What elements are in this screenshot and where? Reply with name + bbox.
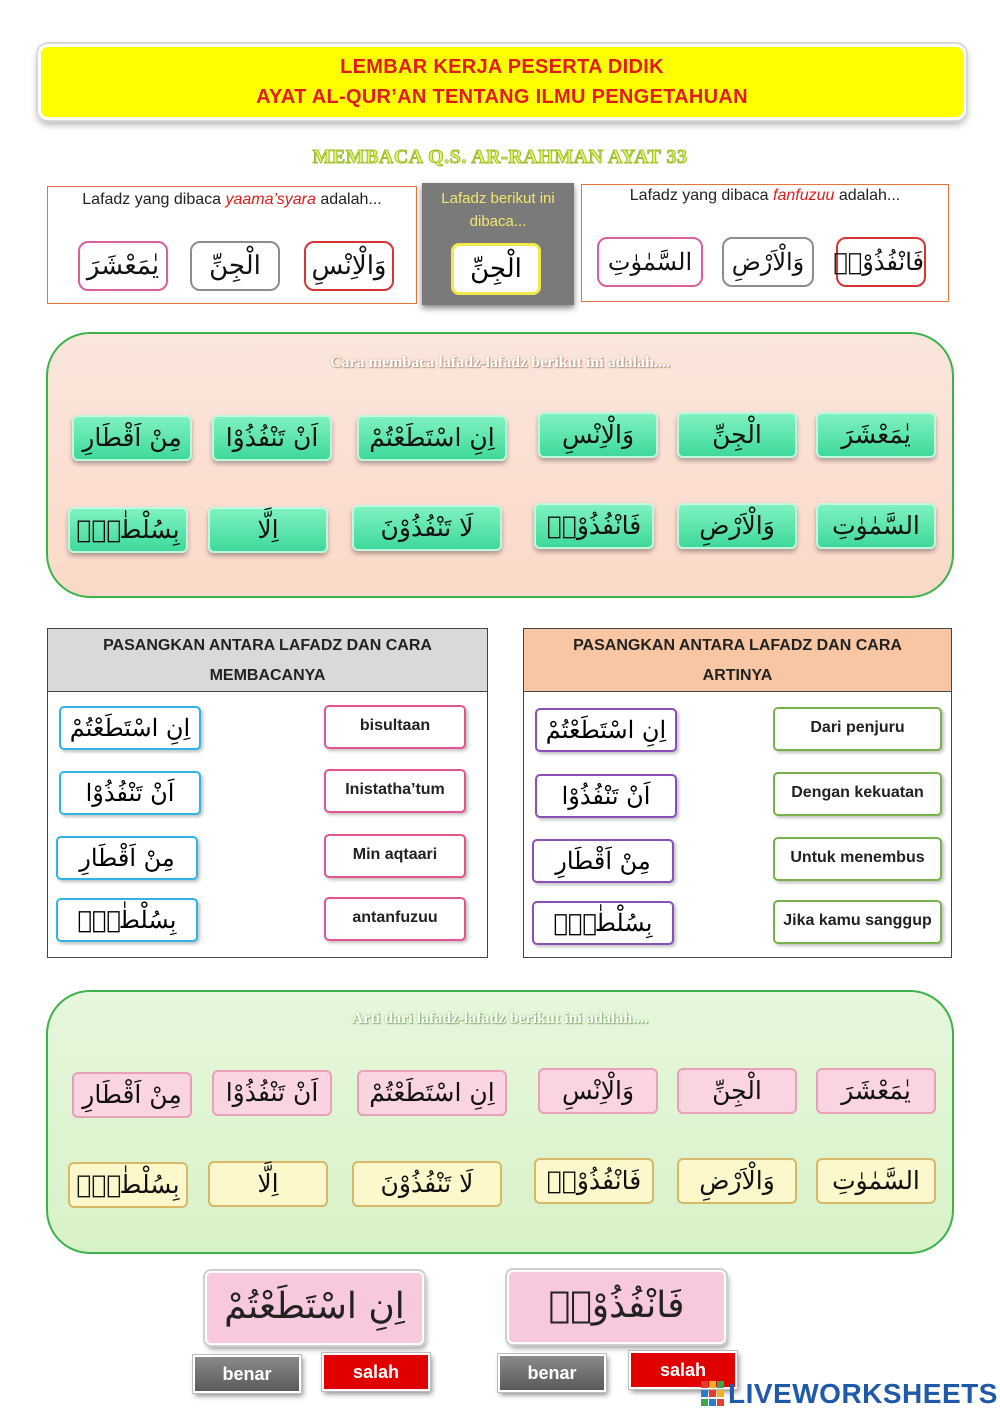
question-1-keyword: yaama’syara [225, 191, 316, 208]
false-button-2[interactable]: salah [629, 1351, 737, 1389]
match-reading-answer[interactable]: Min aqtaari [324, 834, 466, 878]
reading-chip[interactable]: مِنْ اَقْطَارِ [72, 415, 192, 461]
meaning-panel-title: Arti dari lafadz-lafadz berikut ini adalah.... [351, 1010, 649, 1027]
question-2-word[interactable]: الْجِنِّ [451, 243, 541, 295]
reading-chip[interactable]: الْجِنِّ [677, 412, 797, 458]
match-meaning-answer[interactable]: Dari penjuru [773, 707, 942, 751]
match-meaning-heading: PASANGKAN ANTARA LAFADZ DAN CARA ARTINYA [524, 629, 951, 692]
match-meaning-answer[interactable]: Jika kamu sanggup [773, 900, 942, 944]
meaning-chip[interactable]: لَا تَنْفُذُوْنَ [352, 1161, 502, 1207]
match-meaning-arabic[interactable]: اَنْ تَنْفُذُوْا [535, 774, 677, 818]
meaning-panel [46, 990, 954, 1254]
reading-chip[interactable]: السَّمٰوٰتِ [816, 503, 936, 549]
meaning-chip[interactable]: اِلَّا [208, 1161, 328, 1207]
match-reading-answer[interactable]: antanfuzuu [324, 897, 466, 941]
question-3-keyword: fanfuzuu [773, 187, 835, 204]
match-meaning-arabic[interactable]: مِنْ اَقْطَارِ [532, 839, 674, 883]
match-reading-arabic[interactable]: اَنْ تَنْفُذُوْا [59, 771, 201, 815]
match-meaning-arabic[interactable]: اِنِ اسْتَطَعْتُمْ [535, 708, 677, 752]
true-button-1[interactable]: benar [193, 1355, 301, 1393]
match-reading-answer[interactable]: bisultaan [324, 705, 466, 749]
title-banner [38, 44, 966, 120]
question-3-option-1[interactable]: السَّمٰوٰتِ [597, 237, 703, 287]
false-button-1[interactable]: salah [322, 1353, 430, 1391]
true-false-word-1: اِنِ اسْتَطَعْتُمْ [205, 1271, 424, 1345]
match-meaning-arabic[interactable]: بِسُلْطٰنٍۚ [532, 901, 674, 945]
true-false-word-2: فَانْفُذُوْاۗ [507, 1270, 726, 1344]
meaning-chip[interactable]: السَّمٰوٰتِ [816, 1158, 936, 1204]
match-meaning-answer[interactable]: Dengan kekuatan [773, 772, 942, 816]
question-3-option-3[interactable]: فَانْفُذُوْاۗ [836, 237, 926, 287]
meaning-chip[interactable]: اَنْ تَنْفُذُوْا [212, 1070, 332, 1116]
meaning-chip[interactable]: وَالْاَرْضِ [677, 1158, 797, 1204]
true-button-2[interactable]: benar [498, 1354, 606, 1392]
brand-wordmark: LIVEWORKSHEETS [728, 1378, 998, 1409]
section-subtitle: MEMBACA Q.S. AR-RAHMAN AYAT 33 [312, 146, 688, 168]
match-reading-arabic[interactable]: اِنِ اسْتَطَعْتُمْ [59, 706, 201, 750]
match-meaning-answer[interactable]: Untuk menembus [773, 837, 942, 881]
question-1-option-3[interactable]: وَالْاِنْسِ [304, 241, 394, 291]
question-1-option-1[interactable]: يٰمَعْشَرَ [78, 241, 168, 291]
reading-chip[interactable]: فَانْفُذُوْاۗ [534, 503, 654, 549]
reading-chip[interactable]: اَنْ تَنْفُذُوْا [212, 415, 332, 461]
reading-chip[interactable]: يٰمَعْشَرَ [816, 412, 936, 458]
title-line-1: LEMBAR KERJA PESERTA DIDIK [340, 56, 664, 78]
meaning-chip[interactable]: فَانْفُذُوْاۗ [534, 1158, 654, 1204]
question-1-text: Lafadz yang dibaca yaama’syara adalah... [82, 191, 382, 208]
title-line-2: AYAT AL-QUR’AN TENTANG ILMU PENGETAHUAN [256, 86, 748, 108]
meaning-chip[interactable]: مِنْ اَقْطَارِ [72, 1072, 192, 1118]
question-3-text: Lafadz yang dibaca fanfuzuu adalah... [629, 187, 901, 204]
match-reading-heading: PASANGKAN ANTARA LAFADZ DAN CARA MEMBACANYA [48, 629, 487, 692]
match-reading-arabic[interactable]: مِنْ اَقْطَارِ [56, 836, 198, 880]
question-2-label: Lafadz berikut ini dibaca... [441, 190, 555, 230]
reading-panel-title: Cara membaca lafadz-lafadz berikut ini adalah.... [330, 354, 670, 371]
question-3-option-2[interactable]: وَالْاَرْضِ [722, 237, 814, 287]
reading-chip[interactable]: اِلَّا [208, 507, 328, 553]
meaning-chip[interactable]: بِسُلْطٰنٍۚ [68, 1162, 188, 1208]
meaning-chip[interactable]: وَالْاِنْسِ [538, 1068, 658, 1114]
meaning-chip[interactable]: يٰمَعْشَرَ [816, 1068, 936, 1114]
reading-chip[interactable]: وَالْاَرْضِ [677, 503, 797, 549]
reading-chip[interactable]: اِنِ اسْتَطَعْتُمْ [357, 415, 507, 461]
meaning-chip[interactable]: اِنِ اسْتَطَعْتُمْ [357, 1070, 507, 1116]
match-reading-arabic[interactable]: بِسُلْطٰنٍۚ [56, 898, 198, 942]
reading-chip[interactable]: وَالْاِنْسِ [538, 412, 658, 458]
meaning-chip[interactable]: الْجِنِّ [677, 1068, 797, 1114]
reading-chip[interactable]: بِسُلْطٰنٍۚ [68, 507, 188, 553]
reading-chip[interactable]: لَا تَنْفُذُوْنَ [352, 505, 502, 551]
match-reading-answer[interactable]: Inistatha’tum [324, 769, 466, 813]
question-1-option-2[interactable]: الْجِنِّ [190, 241, 280, 291]
